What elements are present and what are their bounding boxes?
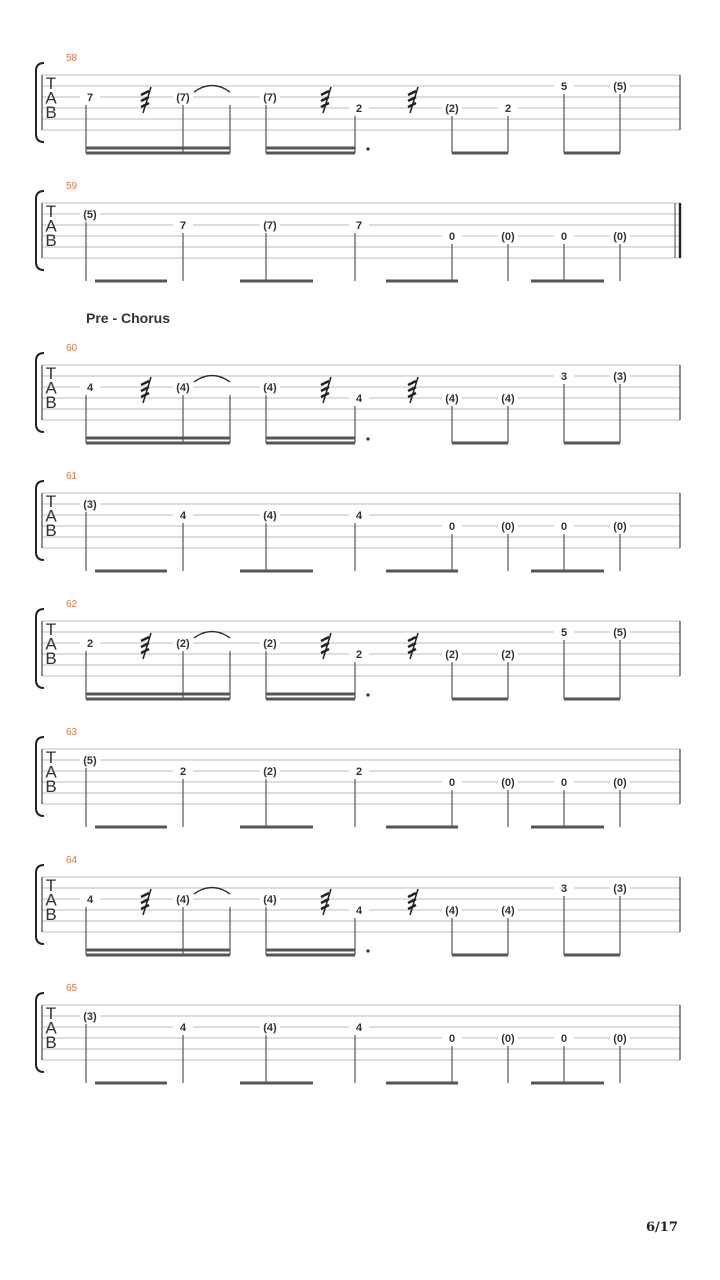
beam — [452, 954, 508, 957]
tab-clef-letter-a: A — [45, 1018, 57, 1038]
tab-clef-letter-a: A — [45, 506, 57, 526]
dot — [366, 949, 369, 952]
tremolo-slash — [321, 381, 329, 385]
beam — [86, 442, 230, 445]
fret-number: (4) — [176, 382, 190, 394]
tab-clef-letter-t: T — [45, 748, 57, 767]
fret-number: (2) — [445, 649, 459, 661]
fret-number: (2) — [501, 649, 515, 661]
measure-number: 62 — [66, 599, 78, 610]
fret-number: 7 — [355, 220, 363, 232]
fret-number: 0 — [560, 777, 568, 789]
fret-number: 2 — [355, 103, 363, 115]
fret-number: 3 — [560, 371, 568, 383]
section-marker-pre-chorus: Pre - Chorus — [86, 310, 171, 326]
fret-number: (0) — [613, 231, 627, 243]
tremolo-slash — [321, 893, 329, 897]
fret-number: (5) — [613, 81, 627, 93]
page-number: 6/17 — [646, 1220, 678, 1235]
beam — [452, 698, 508, 701]
beam-secondary — [86, 949, 230, 952]
fret-number: 4 — [355, 905, 363, 917]
fret-number: (5) — [613, 627, 627, 639]
beam — [95, 826, 167, 829]
fret-number: (7) — [263, 92, 277, 104]
beam-secondary — [86, 693, 230, 696]
fret-number: (4) — [263, 510, 277, 522]
tab-clef-letter-a: A — [45, 890, 57, 910]
beam — [386, 280, 458, 283]
fret-number: (0) — [501, 521, 515, 533]
beam — [95, 280, 167, 283]
measure-number: 59 — [66, 181, 78, 192]
fret-number: 2 — [355, 766, 363, 778]
fret-number: 4 — [355, 510, 363, 522]
fret-number: (4) — [445, 905, 459, 917]
tab-clef-letter-b: B — [45, 103, 57, 122]
beam-secondary — [266, 693, 355, 696]
beam — [266, 152, 355, 155]
fret-number: 5 — [560, 627, 568, 639]
beam — [86, 152, 230, 155]
fret-number: (7) — [176, 92, 190, 104]
fret-number: (0) — [501, 231, 515, 243]
beam — [86, 698, 230, 701]
dot — [366, 147, 369, 150]
fret-number: (2) — [263, 766, 277, 778]
tab-clef-letter-b: B — [45, 521, 57, 540]
beam — [531, 280, 604, 283]
fret-number: (5) — [83, 755, 97, 767]
fret-number: (3) — [83, 499, 97, 511]
measure-number: 65 — [66, 983, 78, 994]
beam — [564, 152, 620, 155]
fret-number: (7) — [263, 220, 277, 232]
fret-number: 4 — [179, 1022, 187, 1034]
tremolo-slash — [321, 637, 329, 641]
beam — [564, 954, 620, 957]
tab-clef-letter-t: T — [45, 620, 57, 639]
fret-number: (4) — [501, 393, 515, 405]
tab-clef-letter-b: B — [45, 649, 57, 668]
measure-number: 60 — [66, 343, 78, 354]
fret-number: 0 — [560, 1033, 568, 1045]
beam — [240, 280, 313, 283]
fret-number: 0 — [560, 231, 568, 243]
fret-number: (3) — [83, 1011, 97, 1023]
tremolo-slash — [408, 91, 416, 95]
tab-clef-letter-b: B — [45, 1033, 57, 1052]
fret-number: 2 — [86, 638, 94, 650]
tab-clef-letter-b: B — [45, 777, 57, 796]
tremolo-slash — [408, 893, 416, 897]
beam — [95, 1082, 167, 1085]
tab-clef-letter-a: A — [45, 762, 57, 782]
beam — [531, 1082, 604, 1085]
beam — [386, 570, 458, 573]
fret-number: (4) — [263, 1022, 277, 1034]
fret-number: 0 — [448, 521, 456, 533]
tab-clef-letter-b: B — [45, 393, 57, 412]
tremolo-slash — [141, 637, 149, 641]
tab-clef-letter-b: B — [45, 231, 57, 250]
beam-secondary — [86, 437, 230, 440]
beam — [95, 570, 167, 573]
beam-secondary — [266, 147, 355, 150]
fret-number: 4 — [355, 393, 363, 405]
tremolo-slash — [408, 381, 416, 385]
fret-number: 7 — [86, 92, 94, 104]
fret-number: (4) — [263, 894, 277, 906]
fret-number: 7 — [179, 220, 187, 232]
beam — [240, 1082, 313, 1085]
measure-number: 63 — [66, 727, 78, 738]
tab-clef-letter-a: A — [45, 88, 57, 108]
fret-number: (4) — [263, 382, 277, 394]
measure-number: 61 — [66, 471, 78, 482]
beam — [266, 698, 355, 701]
measure-number: 58 — [66, 53, 78, 64]
measure-number: 64 — [66, 855, 78, 866]
fret-number: 0 — [560, 521, 568, 533]
tremolo-slash — [141, 91, 149, 95]
fret-number: (0) — [501, 1033, 515, 1045]
beam — [564, 442, 620, 445]
tab-clef-letter-b: B — [45, 905, 57, 924]
beam — [386, 826, 458, 829]
fret-number: (3) — [613, 883, 627, 895]
fret-number: 4 — [86, 894, 94, 906]
fret-number: 0 — [448, 777, 456, 789]
beam — [531, 570, 604, 573]
fret-number: (0) — [613, 777, 627, 789]
fret-number: (3) — [613, 371, 627, 383]
tab-clef-letter-t: T — [45, 1004, 57, 1023]
fret-number: 4 — [179, 510, 187, 522]
fret-number: (0) — [501, 777, 515, 789]
beam-secondary — [266, 949, 355, 952]
tab-clef-letter-t: T — [45, 492, 57, 511]
tab-clef-letter-a: A — [45, 634, 57, 654]
fret-number: 0 — [448, 1033, 456, 1045]
tremolo-slash — [408, 637, 416, 641]
fret-number: 2 — [355, 649, 363, 661]
fret-number: (4) — [176, 894, 190, 906]
fret-number: 0 — [448, 231, 456, 243]
tremolo-slash — [141, 381, 149, 385]
beam — [452, 152, 508, 155]
beam-secondary — [86, 147, 230, 150]
tab-clef-letter-t: T — [45, 364, 57, 383]
beam — [240, 570, 313, 573]
fret-number: (0) — [613, 1033, 627, 1045]
fret-number: 3 — [560, 883, 568, 895]
tab-clef-letter-a: A — [45, 216, 57, 236]
beam — [564, 698, 620, 701]
tab-clef-letter-t: T — [45, 876, 57, 895]
fret-number: (4) — [445, 393, 459, 405]
beam — [86, 954, 230, 957]
fret-number: (4) — [501, 905, 515, 917]
tab-clef-letter-t: T — [45, 202, 57, 221]
fret-number: (2) — [445, 103, 459, 115]
fret-number: (0) — [613, 521, 627, 533]
fret-number: (2) — [263, 638, 277, 650]
beam — [266, 442, 355, 445]
beam — [531, 826, 604, 829]
fret-number: (5) — [83, 209, 97, 221]
beam — [240, 826, 313, 829]
tab-clef-letter-a: A — [45, 378, 57, 398]
dot — [366, 437, 369, 440]
dot — [366, 693, 369, 696]
beam-secondary — [266, 437, 355, 440]
beam — [452, 442, 508, 445]
fret-number: 2 — [504, 103, 512, 115]
fret-number: 4 — [355, 1022, 363, 1034]
beam — [386, 1082, 458, 1085]
tremolo-slash — [141, 893, 149, 897]
fret-number: 2 — [179, 766, 187, 778]
fret-number: 5 — [560, 81, 568, 93]
fret-number: (2) — [176, 638, 190, 650]
beam — [266, 954, 355, 957]
tremolo-slash — [321, 91, 329, 95]
tab-clef-letter-t: T — [45, 74, 57, 93]
fret-number: 4 — [86, 382, 94, 394]
